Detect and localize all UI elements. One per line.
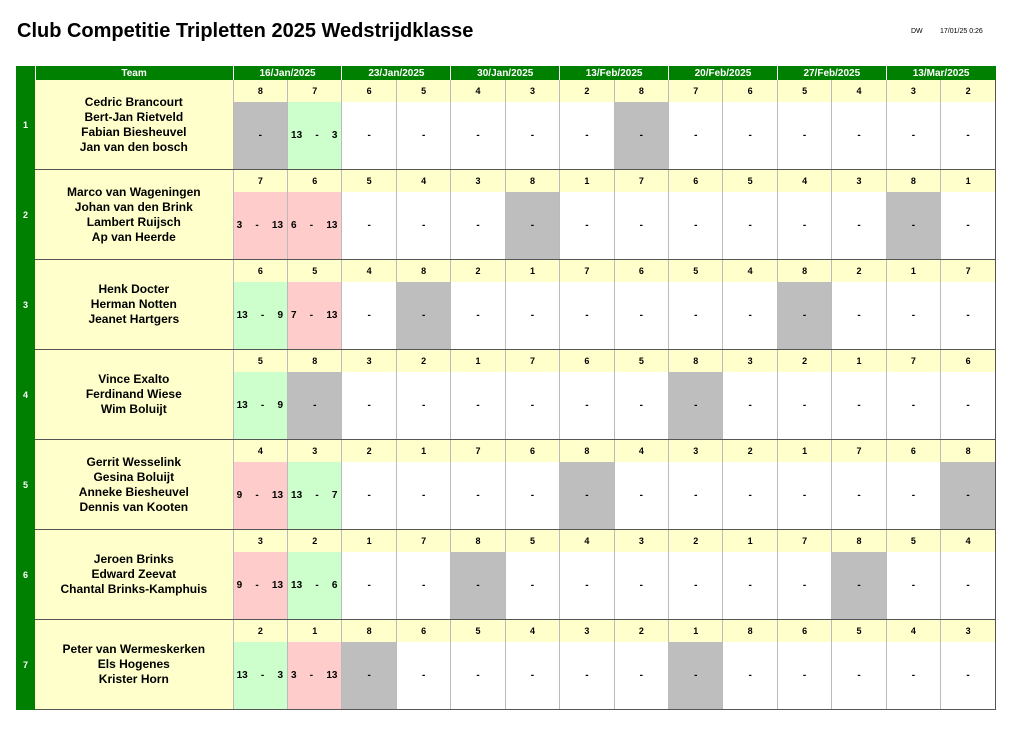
timestamp: 17/01/25 0:26 <box>940 28 983 35</box>
opponent-number: 3 <box>941 620 996 643</box>
score-value: 3 <box>277 670 284 681</box>
score-value: 13 <box>271 580 284 591</box>
match-score <box>233 372 287 440</box>
empty-result: - <box>505 102 559 170</box>
opponent-number: 6 <box>777 620 831 643</box>
opponent-number: 6 <box>505 440 559 463</box>
team-member-name: Cedric Brancourt <box>84 94 183 109</box>
empty-result: - <box>723 102 777 170</box>
opponent-number: 4 <box>832 80 886 102</box>
bye-cell: - <box>832 552 886 620</box>
empty-result: - <box>669 282 723 350</box>
team-opponents-row <box>16 530 996 553</box>
team-member-name: Krister Horn <box>98 672 169 686</box>
opponent-number: 4 <box>451 80 505 102</box>
score-separator: - <box>315 130 319 141</box>
opponent-number: 5 <box>777 80 831 102</box>
empty-result: - <box>505 642 559 710</box>
opponent-number: 3 <box>560 620 614 643</box>
team-number: 7 <box>16 620 35 710</box>
opponent-number: 8 <box>342 620 396 643</box>
bye-cell: - <box>505 192 559 260</box>
empty-result: - <box>560 642 614 710</box>
empty-result: - <box>396 192 450 260</box>
opponent-number: 5 <box>233 350 287 373</box>
empty-result: - <box>560 192 614 260</box>
bye-cell: - <box>451 552 505 620</box>
team-members <box>35 530 233 620</box>
empty-result: - <box>832 462 886 530</box>
opponent-number: 2 <box>723 440 777 463</box>
team-members <box>35 260 233 350</box>
team-member-name: Anneke Biesheuvel <box>78 484 189 499</box>
score-value: 9 <box>236 490 243 501</box>
opponent-number: 3 <box>451 170 505 193</box>
score-value: 13 <box>326 670 338 681</box>
opponent-number: 6 <box>941 350 996 373</box>
opponent-number: 7 <box>233 170 287 193</box>
team-number: 3 <box>16 260 35 350</box>
opponent-number: 7 <box>288 80 342 102</box>
empty-result: - <box>342 192 396 260</box>
score-value: 13 <box>291 490 303 501</box>
empty-result: - <box>941 282 996 350</box>
opponent-number: 4 <box>233 440 287 463</box>
opponent-number: 4 <box>723 260 777 283</box>
team-member-name: Jan van den bosch <box>79 139 188 154</box>
team-member-name: Chantal Brinks-Kamphuis <box>60 582 208 596</box>
match-score <box>288 552 342 620</box>
score-separator: - <box>255 490 259 501</box>
date-header-row <box>16 66 996 80</box>
empty-result: - <box>342 282 396 350</box>
opponent-number: 2 <box>560 80 614 102</box>
empty-result: - <box>886 372 940 440</box>
opponent-number: 4 <box>614 440 668 463</box>
empty-result: - <box>396 462 450 530</box>
opponent-number: 4 <box>342 260 396 283</box>
team-member-name: Peter van Wermeskerken <box>62 642 206 656</box>
opponent-number: 7 <box>505 350 559 373</box>
opponent-number: 3 <box>832 170 886 193</box>
score-separator: - <box>309 310 314 321</box>
opponent-number: 7 <box>396 530 450 553</box>
empty-result: - <box>886 102 940 170</box>
team-number: 4 <box>16 350 35 440</box>
empty-result: - <box>723 462 777 530</box>
score-value: 3 <box>331 130 338 141</box>
match-score <box>233 642 287 710</box>
opponent-number: 3 <box>614 530 668 553</box>
opponent-number: 7 <box>451 440 505 463</box>
opponent-number: 4 <box>886 620 940 643</box>
empty-result: - <box>941 192 996 260</box>
opponent-number: 1 <box>396 440 450 463</box>
team-member-name: Henk Docter <box>98 282 170 296</box>
score-value: 9 <box>277 400 284 411</box>
opponent-number: 1 <box>288 620 342 643</box>
team-member-name: Els Hogenes <box>97 657 170 671</box>
opponent-number: 5 <box>342 170 396 193</box>
team-member-name: Ap van Heerde <box>91 229 176 244</box>
opponent-number: 2 <box>614 620 668 643</box>
empty-result: - <box>941 372 996 440</box>
opponent-number: 3 <box>886 80 940 102</box>
team-member-name: Marco van Wageningen <box>67 184 201 199</box>
score-value: 13 <box>291 130 303 141</box>
empty-result: - <box>886 282 940 350</box>
team-member-name: Lambert Ruijsch <box>86 214 181 229</box>
score-value: 13 <box>291 580 303 591</box>
opponent-number: 5 <box>505 530 559 553</box>
empty-result: - <box>777 372 831 440</box>
score-value: 7 <box>331 490 338 501</box>
score-value: 9 <box>236 580 243 591</box>
opponent-number: 3 <box>342 350 396 373</box>
empty-result: - <box>614 642 668 710</box>
opponent-number: 8 <box>886 170 940 193</box>
opponent-number: 2 <box>669 530 723 553</box>
score-separator: - <box>260 310 265 321</box>
opponent-number: 5 <box>669 260 723 283</box>
opponent-number: 6 <box>396 620 450 643</box>
empty-result: - <box>669 102 723 170</box>
opponent-number: 6 <box>723 80 777 102</box>
empty-result: - <box>832 642 886 710</box>
team-members <box>35 350 233 440</box>
opponent-number: 5 <box>288 260 342 283</box>
bye-cell: - <box>342 642 396 710</box>
score-separator: - <box>260 400 265 411</box>
empty-result: - <box>832 372 886 440</box>
page-title: Club Competitie Tripletten 2025 Wedstrijdklasse <box>17 20 474 42</box>
score-value: 13 <box>236 400 248 411</box>
score-separator: - <box>255 580 259 591</box>
opponent-number: 1 <box>505 260 559 283</box>
match-score <box>233 192 287 260</box>
bye-cell: - <box>233 102 287 170</box>
opponent-number: 7 <box>614 170 668 193</box>
bye-cell: - <box>669 642 723 710</box>
opponent-number: 6 <box>560 350 614 373</box>
team-member-name: Bert-Jan Rietveld <box>84 109 184 124</box>
opponent-number: 4 <box>396 170 450 193</box>
score-value: 3 <box>236 220 243 231</box>
empty-result: - <box>451 102 505 170</box>
empty-result: - <box>614 192 668 260</box>
empty-result: - <box>505 372 559 440</box>
opponent-number: 4 <box>505 620 559 643</box>
match-score <box>233 462 287 530</box>
empty-result: - <box>669 552 723 620</box>
opponent-number: 2 <box>288 530 342 553</box>
opponent-number: 7 <box>560 260 614 283</box>
bye-cell: - <box>669 372 723 440</box>
score-separator: - <box>309 670 314 681</box>
score-value: 13 <box>326 310 338 321</box>
opponent-number: 8 <box>451 530 505 553</box>
opponent-number: 7 <box>669 80 723 102</box>
score-value: 6 <box>331 580 338 591</box>
empty-result: - <box>342 372 396 440</box>
team-opponents-row <box>16 170 996 193</box>
date-header: 16/Jan/2025 <box>233 66 342 80</box>
score-separator: - <box>260 670 265 681</box>
empty-result: - <box>886 552 940 620</box>
empty-result: - <box>560 102 614 170</box>
score-value: 13 <box>236 310 248 321</box>
opponent-number: 7 <box>832 440 886 463</box>
empty-result: - <box>723 192 777 260</box>
bye-cell: - <box>941 462 996 530</box>
opponent-number: 5 <box>451 620 505 643</box>
team-members <box>35 170 233 260</box>
opponent-number: 2 <box>396 350 450 373</box>
empty-result: - <box>941 552 996 620</box>
empty-result: - <box>342 462 396 530</box>
match-score <box>233 552 287 620</box>
empty-result: - <box>614 372 668 440</box>
match-score <box>288 282 342 350</box>
empty-result: - <box>396 552 450 620</box>
team-member-name: Wim Boluijt <box>100 402 167 416</box>
opponent-number: 8 <box>669 350 723 373</box>
team-members <box>35 620 233 710</box>
empty-result: - <box>777 192 831 260</box>
empty-result: - <box>505 282 559 350</box>
opponent-number: 5 <box>396 80 450 102</box>
empty-result: - <box>832 192 886 260</box>
date-header: 27/Feb/2025 <box>777 66 886 80</box>
score-separator: - <box>309 220 314 231</box>
author-initials: DW <box>911 28 923 35</box>
empty-result: - <box>560 282 614 350</box>
opponent-number: 3 <box>505 80 559 102</box>
empty-result: - <box>886 462 940 530</box>
team-opponents-row <box>16 620 996 643</box>
opponent-number: 1 <box>886 260 940 283</box>
empty-result: - <box>614 282 668 350</box>
empty-result: - <box>723 282 777 350</box>
empty-result: - <box>832 282 886 350</box>
opponent-number: 8 <box>505 170 559 193</box>
opponent-number: 6 <box>669 170 723 193</box>
team-member-name: Dennis van Kooten <box>79 499 189 514</box>
match-score <box>288 192 342 260</box>
opponent-number: 1 <box>941 170 996 193</box>
score-separator: - <box>315 580 319 591</box>
empty-result: - <box>451 282 505 350</box>
team-number: 1 <box>16 80 35 170</box>
empty-result: - <box>560 552 614 620</box>
opponent-number: 2 <box>451 260 505 283</box>
opponent-number: 2 <box>233 620 287 643</box>
match-score <box>233 282 287 350</box>
opponent-number: 2 <box>941 80 996 102</box>
bye-cell: - <box>614 102 668 170</box>
empty-result: - <box>941 642 996 710</box>
opponent-number: 1 <box>560 170 614 193</box>
empty-result: - <box>723 642 777 710</box>
score-value: 9 <box>277 310 284 321</box>
opponent-number: 6 <box>288 170 342 193</box>
empty-result: - <box>396 642 450 710</box>
score-value: 7 <box>291 310 297 321</box>
score-separator: - <box>255 220 259 231</box>
opponent-number: 6 <box>342 80 396 102</box>
team-member-name: Fabian Biesheuvel <box>81 124 187 139</box>
empty-result: - <box>451 642 505 710</box>
team-member-name: Ferdinand Wiese <box>85 387 182 401</box>
team-member-name: Jeroen Brinks <box>93 552 174 566</box>
opponent-number: 8 <box>233 80 287 102</box>
opponent-number: 6 <box>614 260 668 283</box>
date-header: 13/Feb/2025 <box>560 66 669 80</box>
match-score <box>288 642 342 710</box>
date-header: 20/Feb/2025 <box>669 66 778 80</box>
team-opponents-row <box>16 80 996 102</box>
team-member-name: Gesina Boluijt <box>93 469 175 484</box>
empty-result: - <box>941 102 996 170</box>
team-member-name: Herman Notten <box>90 297 177 311</box>
empty-result: - <box>777 102 831 170</box>
opponent-number: 5 <box>886 530 940 553</box>
empty-result: - <box>396 372 450 440</box>
empty-result: - <box>669 192 723 260</box>
opponent-number: 3 <box>233 530 287 553</box>
opponent-number: 6 <box>233 260 287 283</box>
date-header: 23/Jan/2025 <box>342 66 451 80</box>
opponent-number: 4 <box>941 530 996 553</box>
score-value: 13 <box>326 220 338 231</box>
empty-result: - <box>669 462 723 530</box>
bye-cell: - <box>560 462 614 530</box>
opponent-number: 3 <box>723 350 777 373</box>
team-opponents-row <box>16 350 996 373</box>
team-number: 5 <box>16 440 35 530</box>
empty-result: - <box>777 462 831 530</box>
opponent-number: 1 <box>669 620 723 643</box>
score-value: 13 <box>271 490 284 501</box>
empty-result: - <box>777 552 831 620</box>
empty-result: - <box>505 462 559 530</box>
bye-cell: - <box>288 372 342 440</box>
opponent-number: 1 <box>451 350 505 373</box>
empty-result: - <box>342 102 396 170</box>
date-header: 13/Mar/2025 <box>886 66 995 80</box>
opponent-number: 7 <box>941 260 996 283</box>
team-members <box>35 80 233 170</box>
team-member-name: Jeanet Hartgers <box>88 312 180 326</box>
opponent-number: 3 <box>669 440 723 463</box>
opponent-number: 2 <box>342 440 396 463</box>
empty-result: - <box>342 552 396 620</box>
opponent-number: 8 <box>560 440 614 463</box>
bye-cell: - <box>777 282 831 350</box>
match-score <box>288 102 342 170</box>
score-value: 3 <box>291 670 297 681</box>
team-member-name: Vince Exalto <box>98 372 170 386</box>
opponent-number: 4 <box>777 170 831 193</box>
opponent-number: 2 <box>832 260 886 283</box>
team-opponents-row <box>16 260 996 283</box>
opponent-number: 5 <box>832 620 886 643</box>
opponent-number: 1 <box>723 530 777 553</box>
opponent-number: 8 <box>941 440 996 463</box>
team-number: 2 <box>16 170 35 260</box>
competition-table <box>16 66 996 710</box>
empty-result: - <box>886 642 940 710</box>
empty-result: - <box>396 102 450 170</box>
opponent-number: 3 <box>288 440 342 463</box>
team-number: 6 <box>16 530 35 620</box>
bye-cell: - <box>886 192 940 260</box>
opponent-number: 1 <box>832 350 886 373</box>
opponent-number: 8 <box>288 350 342 373</box>
date-header: 30/Jan/2025 <box>451 66 560 80</box>
opponent-number: 2 <box>777 350 831 373</box>
opponent-number: 8 <box>832 530 886 553</box>
score-separator: - <box>315 490 319 501</box>
empty-result: - <box>560 372 614 440</box>
team-member-name: Johan van den Brink <box>74 199 193 214</box>
header-corner <box>16 66 35 80</box>
team-member-name: Gerrit Wesselink <box>86 454 182 469</box>
opponent-number: 5 <box>723 170 777 193</box>
score-value: 6 <box>291 220 297 231</box>
opponent-number: 5 <box>614 350 668 373</box>
team-opponents-row <box>16 440 996 463</box>
opponent-number: 4 <box>560 530 614 553</box>
opponent-number: 8 <box>396 260 450 283</box>
opponent-number: 1 <box>342 530 396 553</box>
opponent-number: 6 <box>886 440 940 463</box>
opponent-number: 8 <box>723 620 777 643</box>
match-score <box>288 462 342 530</box>
empty-result: - <box>614 552 668 620</box>
empty-result: - <box>451 192 505 260</box>
empty-result: - <box>451 372 505 440</box>
team-members <box>35 440 233 530</box>
score-value: 13 <box>236 670 248 681</box>
opponent-number: 8 <box>614 80 668 102</box>
team-header: Team <box>35 66 233 80</box>
empty-result: - <box>832 102 886 170</box>
bye-cell: - <box>396 282 450 350</box>
team-member-name: Edward Zeevat <box>91 567 177 581</box>
opponent-number: 1 <box>777 440 831 463</box>
empty-result: - <box>777 642 831 710</box>
empty-result: - <box>614 462 668 530</box>
opponent-number: 7 <box>777 530 831 553</box>
empty-result: - <box>505 552 559 620</box>
score-value: 13 <box>271 220 284 231</box>
empty-result: - <box>451 462 505 530</box>
opponent-number: 7 <box>886 350 940 373</box>
empty-result: - <box>723 372 777 440</box>
opponent-number: 8 <box>777 260 831 283</box>
empty-result: - <box>723 552 777 620</box>
